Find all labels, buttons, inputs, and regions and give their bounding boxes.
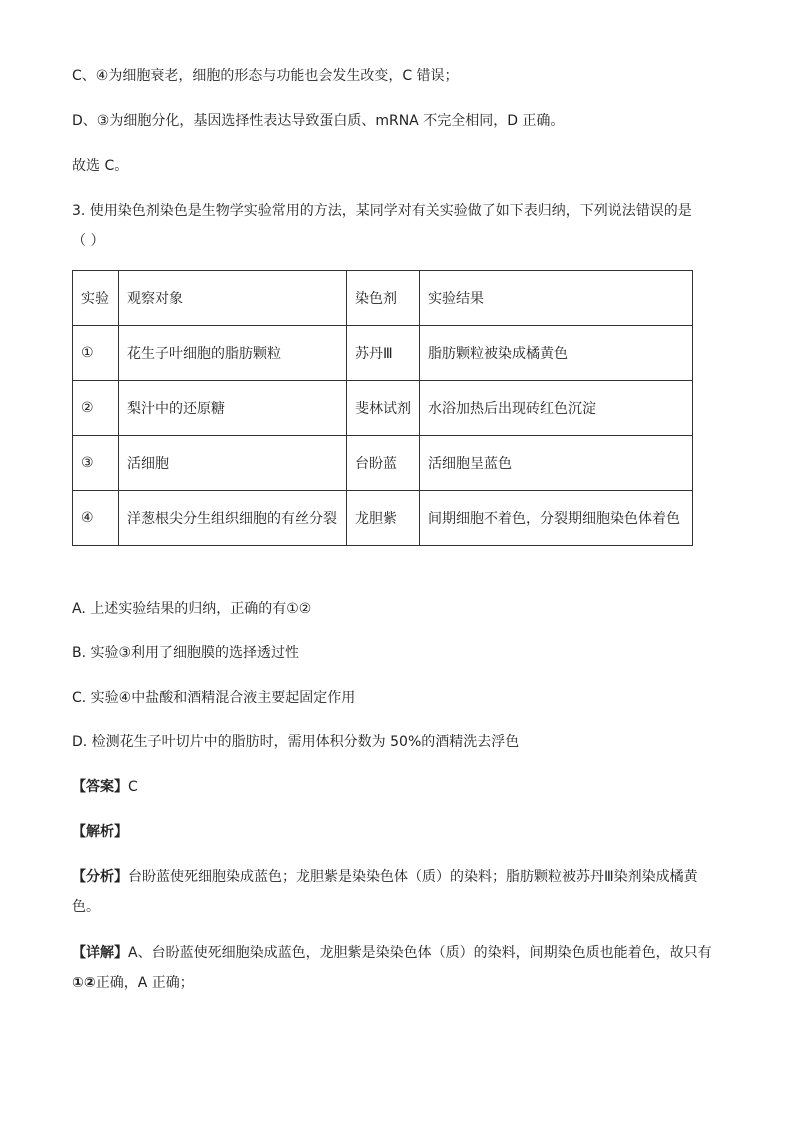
fenxi-line-1 bbox=[72, 867, 698, 887]
table-cell: 洋葱根尖分生组织细胞的有丝分裂 bbox=[119, 491, 347, 546]
table-cell: ④ bbox=[73, 491, 119, 546]
table-cell: ② bbox=[73, 381, 119, 436]
option-d: D. 检测花生子叶切片中的脂肪时，需用体积分数为 50%的酒精洗去浮色 bbox=[72, 734, 520, 750]
question-blank: （ ） bbox=[72, 233, 105, 249]
table-header-cell: 实验结果 bbox=[420, 271, 693, 326]
answer-value: C bbox=[128, 779, 138, 795]
table-row bbox=[73, 326, 693, 381]
xiangjie-label: 【详解】 bbox=[72, 945, 128, 961]
table-cell: 苏丹Ⅲ bbox=[347, 326, 420, 381]
answer-line bbox=[72, 777, 138, 797]
xiangjie-bold-markers: ①② bbox=[72, 975, 96, 991]
table-header-row bbox=[73, 271, 693, 326]
xiangjie-text-cont: 正确，A 正确； bbox=[95, 975, 194, 991]
table-row bbox=[73, 436, 693, 491]
question-stem: 3. 使用染色剂染色是生物学实验常用的方法，某同学对有关实验做了如下表归纳，下列说法错误的是 bbox=[72, 203, 692, 219]
experiment-table bbox=[72, 270, 693, 546]
option-b: B. 实验③利用了细胞膜的选择透过性 bbox=[72, 645, 300, 661]
table-cell: 水浴加热后出现砖红色沉淀 bbox=[420, 381, 693, 436]
table-cell: 台盼蓝 bbox=[347, 436, 420, 491]
table-cell: 活细胞 bbox=[119, 436, 347, 491]
table-row bbox=[73, 381, 693, 436]
table-header-cell: 实验 bbox=[73, 271, 119, 326]
table-cell: 间期细胞不着色，分裂期细胞染色体着色 bbox=[420, 491, 693, 546]
table-header-cell: 染色剂 bbox=[347, 271, 420, 326]
xiangjie-line-1 bbox=[72, 943, 712, 963]
fenxi-label: 【分析】 bbox=[72, 869, 128, 885]
table-cell: ③ bbox=[73, 436, 119, 491]
option-a: A. 上述实验结果的归纳，正确的有①② bbox=[72, 601, 312, 617]
table-cell: 花生子叶细胞的脂肪颗粒 bbox=[119, 326, 347, 381]
table-cell: 活细胞呈蓝色 bbox=[420, 436, 693, 491]
fenxi-line-2: 色。 bbox=[72, 899, 100, 915]
table-header-cell: 观察对象 bbox=[119, 271, 347, 326]
analysis-label: 【解析】 bbox=[72, 824, 128, 840]
table-row bbox=[73, 491, 693, 546]
option-c: C. 实验④中盐酸和酒精混合液主要起固定作用 bbox=[72, 690, 356, 706]
table-cell: 龙胆紫 bbox=[347, 491, 420, 546]
table-cell: 梨汁中的还原糖 bbox=[119, 381, 347, 436]
xiangjie-line-2 bbox=[72, 973, 194, 993]
answer-label: 【答案】 bbox=[72, 779, 128, 795]
prev-conclusion: 故选 C。 bbox=[72, 158, 129, 174]
fenxi-text: 台盼蓝使死细胞染成蓝色；龙胆紫是染染色体（质）的染料；脂肪颗粒被苏丹Ⅲ染剂染成橘黄 bbox=[128, 869, 698, 885]
xiangjie-text: A、台盼蓝使死细胞染成蓝色，龙胆紫是染染色体（质）的染料，间期染色质也能着色，故只有 bbox=[128, 945, 712, 961]
analysis-heading bbox=[72, 822, 128, 842]
prev-option-d-explanation: D、③为细胞分化，基因选择性表达导致蛋白质、mRNA 不完全相同，D 正确。 bbox=[72, 113, 565, 129]
prev-option-c-explanation: C、④为细胞衰老，细胞的形态与功能也会发生改变，C 错误； bbox=[72, 68, 459, 84]
table-cell: ① bbox=[73, 326, 119, 381]
table-cell: 斐林试剂 bbox=[347, 381, 420, 436]
table-cell: 脂肪颗粒被染成橘黄色 bbox=[420, 326, 693, 381]
